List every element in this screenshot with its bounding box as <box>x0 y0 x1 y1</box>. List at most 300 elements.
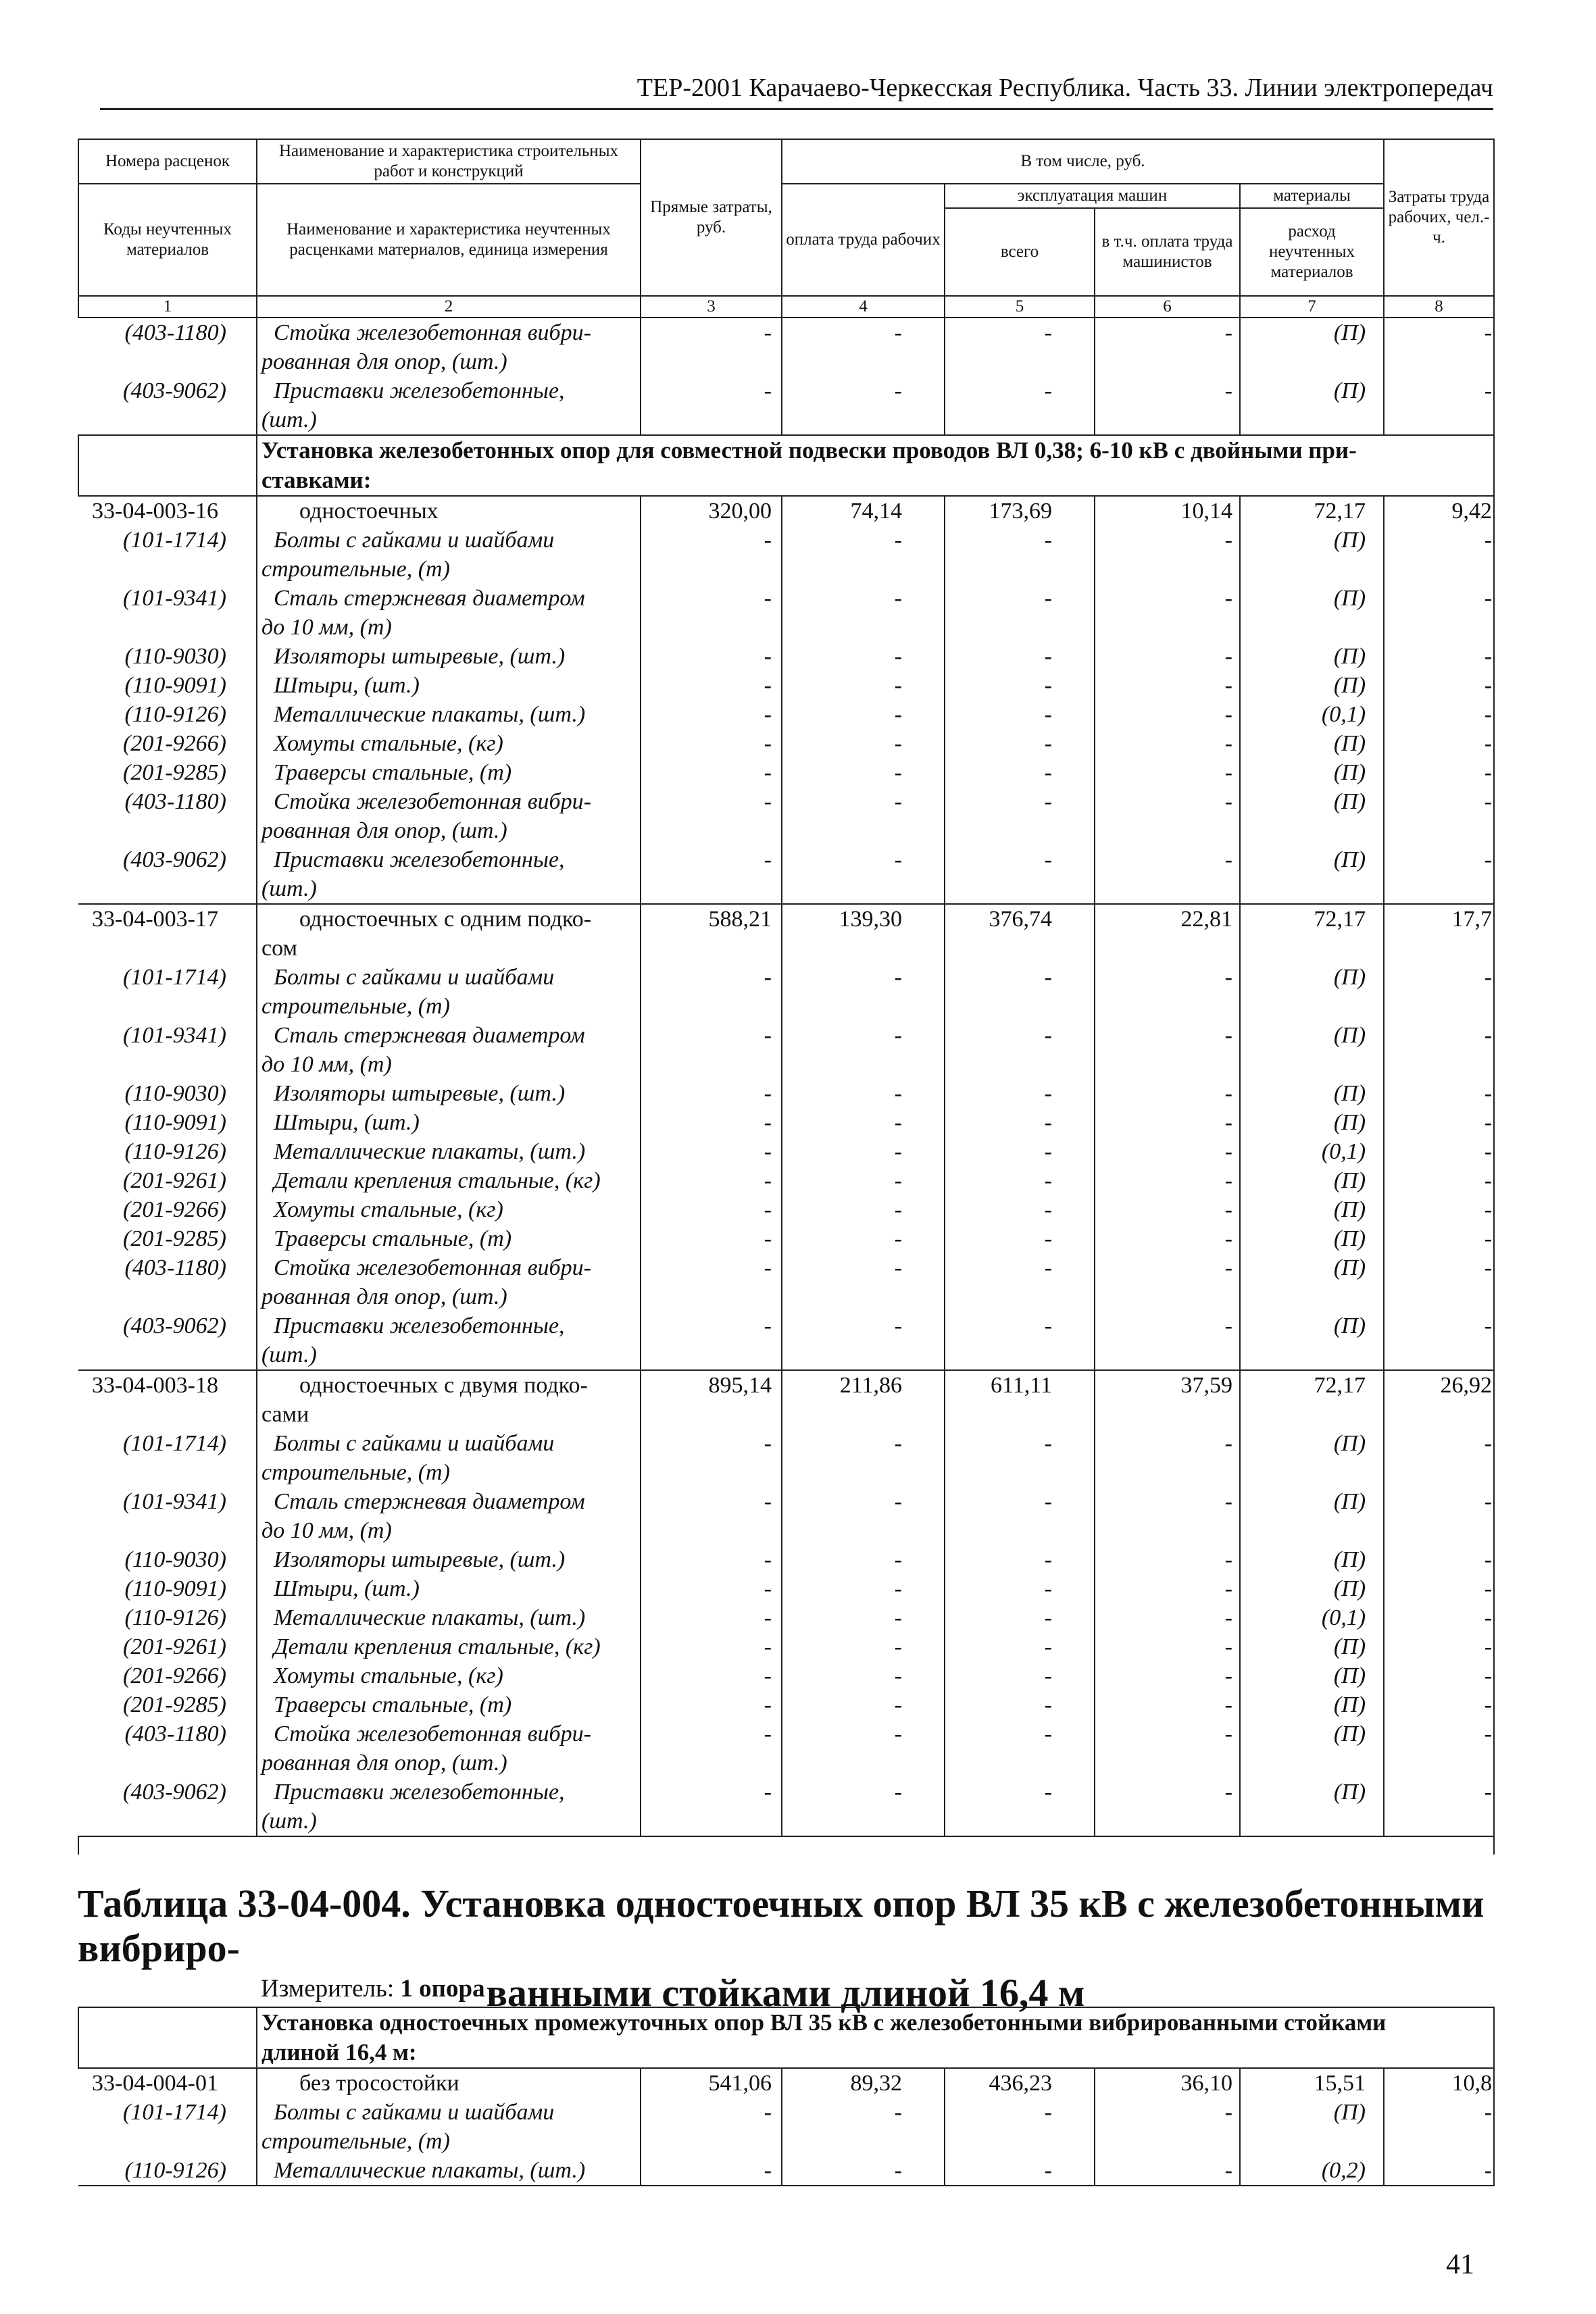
value-col4: - <box>782 758 945 787</box>
value-col4: - <box>782 1661 945 1690</box>
material-name <box>257 318 641 376</box>
name-line: одностоечных с двумя подко- <box>299 1373 588 1398</box>
material-code: (101-1714) <box>123 2100 226 2125</box>
value-col8: - <box>1384 526 1494 584</box>
table2-sheet <box>78 2007 1493 2188</box>
value-col5: - <box>945 584 1095 642</box>
name-line: Стойка железобетонная вибри- <box>274 789 591 814</box>
value-col3: - <box>641 1574 782 1603</box>
column-number-2: 2 <box>257 296 641 318</box>
value-col7: (П) <box>1240 584 1384 642</box>
material-code: (101-1714) <box>123 965 226 990</box>
value-col3: - <box>641 318 782 376</box>
material-name <box>257 1661 641 1690</box>
name-line: сами <box>261 1402 309 1427</box>
value-col6: - <box>1095 1108 1240 1137</box>
section-title <box>257 2007 1494 2068</box>
value-col5: - <box>945 1661 1095 1690</box>
section-spacer <box>78 435 257 496</box>
material-code: (201-9266) <box>123 731 226 756</box>
material-code: (403-9062) <box>123 1780 226 1805</box>
value-col7: (П) <box>1240 1778 1384 1836</box>
value-col3: - <box>641 1195 782 1224</box>
material-code: (110-9126) <box>124 2158 226 2183</box>
header-rule <box>100 108 1493 110</box>
value-col5: 436,23 <box>945 2068 1095 2098</box>
value-col6: 22,81 <box>1095 904 1240 963</box>
value-col8: - <box>1384 2156 1494 2186</box>
name-line: Хомуты стальные, (кг) <box>274 1197 503 1222</box>
value-col5: - <box>945 758 1095 787</box>
value-col5: - <box>945 1079 1095 1108</box>
name-line: Металлические плакаты, (шт.) <box>274 1605 586 1630</box>
name-line: рованная для опор, (шт.) <box>261 818 507 843</box>
value-col3: - <box>641 1108 782 1137</box>
value-col8: - <box>1384 1487 1494 1545</box>
rate-name <box>257 904 641 963</box>
value-col3: 895,14 <box>641 1370 782 1429</box>
name-line: Сталь стержневая диаметром <box>274 1489 585 1514</box>
material-name <box>257 1690 641 1719</box>
value-col4: - <box>782 1719 945 1778</box>
value-col5: - <box>945 1224 1095 1253</box>
value-col3: - <box>641 1632 782 1661</box>
name-line: Болты с гайками и шайбами <box>274 528 555 553</box>
value-col4: - <box>782 526 945 584</box>
value-col6: - <box>1095 1224 1240 1253</box>
value-col7: (П) <box>1240 376 1384 435</box>
value-col6: - <box>1095 1137 1240 1166</box>
material-code: (201-9266) <box>123 1197 226 1222</box>
value-col4: - <box>782 671 945 700</box>
table2 <box>78 2007 1495 2188</box>
material-name <box>257 1429 641 1487</box>
value-col6: - <box>1095 963 1240 1021</box>
material-name <box>257 526 641 584</box>
name-line: рованная для опор, (шт.) <box>261 1284 507 1309</box>
value-col4: - <box>782 584 945 642</box>
value-col6: - <box>1095 787 1240 845</box>
value-col6: - <box>1095 318 1240 376</box>
value-col5: - <box>945 700 1095 729</box>
value-col6: - <box>1095 758 1240 787</box>
name-line: рованная для опор, (шт.) <box>261 349 507 374</box>
material-name <box>257 1137 641 1166</box>
material-name <box>257 2156 641 2186</box>
value-col5: - <box>945 1603 1095 1632</box>
value-col5: - <box>945 1108 1095 1137</box>
value-col6: - <box>1095 1021 1240 1079</box>
value-col6: - <box>1095 1079 1240 1108</box>
value-col3: - <box>641 700 782 729</box>
name-line: строительные, (т) <box>261 557 450 582</box>
material-name <box>257 963 641 1021</box>
material-code: (110-9030) <box>124 644 226 669</box>
value-col3: - <box>641 1719 782 1778</box>
value-col3: - <box>641 642 782 671</box>
value-col3: 320,00 <box>641 496 782 526</box>
value-col3: - <box>641 376 782 435</box>
column-number-5: 5 <box>945 296 1095 318</box>
value-col3: - <box>641 1137 782 1166</box>
value-col8: - <box>1384 700 1494 729</box>
column-number-1: 1 <box>78 296 257 318</box>
value-col4: - <box>782 1778 945 1836</box>
value-col6: - <box>1095 1311 1240 1370</box>
section-line: ставками: <box>261 467 372 493</box>
value-col6: 36,10 <box>1095 2068 1240 2098</box>
value-col6: - <box>1095 642 1240 671</box>
value-col5: - <box>945 1690 1095 1719</box>
value-col5: - <box>945 1166 1095 1195</box>
material-row <box>78 1311 1494 1370</box>
value-col3: - <box>641 526 782 584</box>
name-line: сом <box>261 936 297 961</box>
value-col6: - <box>1095 376 1240 435</box>
material-name <box>257 1603 641 1632</box>
name-line: Металлические плакаты, (шт.) <box>274 1139 586 1164</box>
material-row <box>78 787 1494 845</box>
value-col6: - <box>1095 1253 1240 1311</box>
material-row <box>78 2098 1494 2156</box>
value-col3: - <box>641 1690 782 1719</box>
value-col4: 139,30 <box>782 904 945 963</box>
name-line: Детали крепления стальные, (кг) <box>274 1634 601 1659</box>
value-col7: (П) <box>1240 1545 1384 1574</box>
value-col7: (0,1) <box>1240 1137 1384 1166</box>
value-col8: - <box>1384 642 1494 671</box>
value-col6: - <box>1095 1778 1240 1836</box>
name-line: одностоечных <box>299 499 439 524</box>
value-col8: - <box>1384 2098 1494 2156</box>
value-col4: - <box>782 787 945 845</box>
value-col3: - <box>641 1253 782 1311</box>
material-name <box>257 1545 641 1574</box>
material-name <box>257 1253 641 1311</box>
value-col5: - <box>945 1487 1095 1545</box>
material-row <box>78 642 1494 671</box>
value-col4: - <box>782 1224 945 1253</box>
rate-code: 33-04-003-16 <box>78 496 257 526</box>
material-code: (110-9030) <box>124 1547 226 1572</box>
value-col3: - <box>641 2098 782 2156</box>
material-code: (201-9285) <box>123 1226 226 1251</box>
value-col6: 37,59 <box>1095 1370 1240 1429</box>
section-line: Установка железобетонных опор для совместной подвески проводов ВЛ 0,38; 6-10 кВ с двойными при- <box>261 437 1357 463</box>
material-code: (110-9030) <box>124 1081 226 1106</box>
material-name <box>257 1079 641 1108</box>
value-col7: (П) <box>1240 787 1384 845</box>
material-name <box>257 642 641 671</box>
material-row <box>78 1778 1494 1836</box>
material-row <box>78 1224 1494 1253</box>
name-line: строительные, (т) <box>261 994 450 1019</box>
table2-end-cell <box>78 2186 1494 2188</box>
name-line: строительные, (т) <box>261 1460 450 1485</box>
value-col8: - <box>1384 1632 1494 1661</box>
name-line: Сталь стержневая диаметром <box>274 1023 585 1048</box>
value-col7: (П) <box>1240 671 1384 700</box>
value-col7: (П) <box>1240 1311 1384 1370</box>
material-code: (110-9091) <box>124 673 226 698</box>
value-col7: (П) <box>1240 526 1384 584</box>
material-row <box>78 1487 1494 1545</box>
value-col4: - <box>782 1021 945 1079</box>
section-line: Установка одностоечных промежуточных опор ВЛ 35 кВ с железобетонными вибрированными стойками <box>261 2009 1387 2036</box>
header-col6: в т.ч. оплата труда машинистов <box>1095 208 1240 296</box>
material-row <box>78 1719 1494 1778</box>
value-col7: 72,17 <box>1240 904 1384 963</box>
material-name <box>257 845 641 904</box>
value-col4: - <box>782 1079 945 1108</box>
value-col5: - <box>945 1429 1095 1487</box>
value-col3: - <box>641 2156 782 2186</box>
material-name <box>257 1195 641 1224</box>
value-col7: (П) <box>1240 1429 1384 1487</box>
value-col7: (0,2) <box>1240 2156 1384 2186</box>
value-col4: - <box>782 642 945 671</box>
value-col8: - <box>1384 1603 1494 1632</box>
material-name <box>257 1778 641 1836</box>
value-col7: (0,1) <box>1240 1603 1384 1632</box>
value-col4: - <box>782 1429 945 1487</box>
value-col3: - <box>641 963 782 1021</box>
rate-code: 33-04-004-01 <box>78 2068 257 2098</box>
value-col5: - <box>945 1574 1095 1603</box>
name-line: Стойка железобетонная вибри- <box>274 320 591 345</box>
header-col5: всего <box>945 208 1095 296</box>
value-col4: 89,32 <box>782 2068 945 2098</box>
page-header: ТЕР-2001 Карачаево-Черкесская Республика. Часть 33. Линии электропередач <box>637 74 1493 102</box>
value-col4: - <box>782 1195 945 1224</box>
value-col4: 211,86 <box>782 1370 945 1429</box>
value-col7: 72,17 <box>1240 496 1384 526</box>
value-col7: (П) <box>1240 1021 1384 1079</box>
table2-end <box>78 2186 1494 2188</box>
name-line: (шт.) <box>261 1809 317 1834</box>
value-col3: - <box>641 729 782 758</box>
material-row <box>78 1429 1494 1487</box>
name-line: Детали крепления стальные, (кг) <box>274 1168 601 1193</box>
material-code: (403-9062) <box>123 847 226 872</box>
value-col3: - <box>641 1778 782 1836</box>
material-row <box>78 1603 1494 1632</box>
material-name <box>257 758 641 787</box>
name-line: одностоечных с одним подко- <box>299 907 592 932</box>
header-col4: оплата труда рабочих <box>782 184 945 296</box>
material-row <box>78 1108 1494 1137</box>
value-col5: - <box>945 376 1095 435</box>
value-col6: - <box>1095 729 1240 758</box>
value-col7: (П) <box>1240 1661 1384 1690</box>
value-col6: - <box>1095 526 1240 584</box>
header-col2-bottom: Наименование и характеристика неучтенных расценками материалов, единица измерения <box>257 184 641 296</box>
rates-table <box>78 139 1495 1855</box>
value-col6: - <box>1095 1545 1240 1574</box>
material-code: (201-9266) <box>123 1663 226 1688</box>
material-name <box>257 1487 641 1545</box>
value-col8: - <box>1384 1079 1494 1108</box>
material-row <box>78 671 1494 700</box>
value-col5: - <box>945 1545 1095 1574</box>
material-row <box>78 845 1494 904</box>
rate-row <box>78 904 1494 963</box>
material-name <box>257 787 641 845</box>
material-row <box>78 1021 1494 1079</box>
material-code: (101-9341) <box>123 1489 226 1514</box>
section-title <box>257 435 1494 496</box>
value-col7: (П) <box>1240 729 1384 758</box>
rate-name <box>257 496 641 526</box>
rate-row <box>78 1370 1494 1429</box>
value-col8: - <box>1384 787 1494 845</box>
material-code: (403-1180) <box>124 320 226 345</box>
material-name <box>257 376 641 435</box>
rate-code: 33-04-003-17 <box>78 904 257 963</box>
value-col8: - <box>1384 1429 1494 1487</box>
column-number-3: 3 <box>641 296 782 318</box>
value-col4: - <box>782 318 945 376</box>
value-col6: - <box>1095 1719 1240 1778</box>
header-group: В том числе, руб. <box>782 139 1384 184</box>
page-number: 41 <box>1446 2249 1474 2280</box>
value-col7: (П) <box>1240 1195 1384 1224</box>
material-name <box>257 1632 641 1661</box>
table-header <box>78 139 1494 296</box>
material-code: (403-9062) <box>123 378 226 403</box>
name-line: Приставки железобетонные, <box>274 847 565 872</box>
column-number-4: 4 <box>782 296 945 318</box>
value-col5: - <box>945 1021 1095 1079</box>
value-col8: - <box>1384 1137 1494 1166</box>
value-col5: - <box>945 642 1095 671</box>
value-col3: - <box>641 787 782 845</box>
name-line: Штыри, (шт.) <box>274 1576 420 1601</box>
section-row <box>78 435 1494 496</box>
value-col3: - <box>641 1021 782 1079</box>
rate-name <box>257 2068 641 2098</box>
value-col5: - <box>945 2098 1095 2156</box>
value-col8: - <box>1384 671 1494 700</box>
value-col6: - <box>1095 1166 1240 1195</box>
table2-title-line1: Таблица 33-04-004. Установка одностоечных опор ВЛ 35 кВ с железобетонными вибриро- <box>78 1882 1485 1970</box>
material-code: (403-9062) <box>123 1313 226 1338</box>
value-col8: - <box>1384 1253 1494 1311</box>
material-code: (201-9285) <box>123 1692 226 1717</box>
section-row <box>78 2007 1494 2068</box>
value-col7: (П) <box>1240 642 1384 671</box>
value-col7: (0,1) <box>1240 700 1384 729</box>
material-code: (201-9285) <box>123 760 226 785</box>
header-col3: Прямые затраты, руб. <box>641 139 782 296</box>
material-name <box>257 1166 641 1195</box>
material-row <box>78 729 1494 758</box>
material-row <box>78 963 1494 1021</box>
value-col5: - <box>945 318 1095 376</box>
value-col4: - <box>782 845 945 904</box>
material-row <box>78 1079 1494 1108</box>
value-col8: - <box>1384 1224 1494 1253</box>
value-col8: - <box>1384 376 1494 435</box>
rates-sheet <box>78 139 1493 1855</box>
header-col1-top: Номера расценок <box>78 139 257 184</box>
material-row <box>78 1574 1494 1603</box>
value-col7: (П) <box>1240 1253 1384 1311</box>
name-line: Приставки железобетонные, <box>274 378 565 403</box>
value-col3: - <box>641 1429 782 1487</box>
value-col4: - <box>782 1545 945 1574</box>
name-line: Болты с гайками и шайбами <box>274 965 555 990</box>
value-col3: - <box>641 584 782 642</box>
material-row <box>78 1661 1494 1690</box>
material-name <box>257 2098 641 2156</box>
value-col4: - <box>782 700 945 729</box>
material-code: (110-9126) <box>124 1139 226 1164</box>
value-col6: - <box>1095 1632 1240 1661</box>
material-row <box>78 1545 1494 1574</box>
value-col7: (П) <box>1240 1632 1384 1661</box>
name-line: Изоляторы штыревые, (шт.) <box>274 1081 566 1106</box>
value-col7: (П) <box>1240 1166 1384 1195</box>
material-code: (201-9261) <box>123 1634 226 1659</box>
material-code: (110-9091) <box>124 1110 226 1135</box>
material-row <box>78 318 1494 376</box>
name-line: Болты с гайками и шайбами <box>274 2100 555 2125</box>
value-col7: (П) <box>1240 318 1384 376</box>
name-line: Траверсы стальные, (т) <box>274 1692 512 1717</box>
value-col8: - <box>1384 1311 1494 1370</box>
material-code: (101-1714) <box>123 1431 226 1456</box>
value-col5: - <box>945 1719 1095 1778</box>
value-col5: - <box>945 787 1095 845</box>
value-col5: - <box>945 1311 1095 1370</box>
name-line: без тросостойки <box>299 2071 459 2096</box>
material-name <box>257 1311 641 1370</box>
value-col3: - <box>641 758 782 787</box>
value-col7: (П) <box>1240 2098 1384 2156</box>
value-col5: - <box>945 1137 1095 1166</box>
value-col3: - <box>641 1224 782 1253</box>
value-col3: - <box>641 1603 782 1632</box>
value-col8: - <box>1384 1574 1494 1603</box>
value-col5: - <box>945 845 1095 904</box>
header-machines: эксплуатация машин <box>945 184 1240 208</box>
value-col7: (П) <box>1240 1108 1384 1137</box>
name-line: Металлические плакаты, (шт.) <box>274 702 586 727</box>
value-col4: - <box>782 1690 945 1719</box>
value-col5: - <box>945 1195 1095 1224</box>
value-col5: - <box>945 1778 1095 1836</box>
value-col4: - <box>782 1137 945 1166</box>
value-col8: - <box>1384 318 1494 376</box>
material-row <box>78 1632 1494 1661</box>
value-col4: - <box>782 376 945 435</box>
name-line: (шт.) <box>261 876 317 901</box>
name-line: Болты с гайками и шайбами <box>274 1431 555 1456</box>
name-line: Штыри, (шт.) <box>274 1110 420 1135</box>
value-col3: 541,06 <box>641 2068 782 2098</box>
value-col3: - <box>641 1079 782 1108</box>
value-col8: - <box>1384 1166 1494 1195</box>
section-spacer <box>78 2007 257 2068</box>
value-col8: - <box>1384 1108 1494 1137</box>
name-line: до 10 мм, (т) <box>261 1518 392 1543</box>
material-row <box>78 376 1494 435</box>
value-col7: (П) <box>1240 845 1384 904</box>
material-row <box>78 2156 1494 2186</box>
material-name <box>257 584 641 642</box>
material-row <box>78 1166 1494 1195</box>
